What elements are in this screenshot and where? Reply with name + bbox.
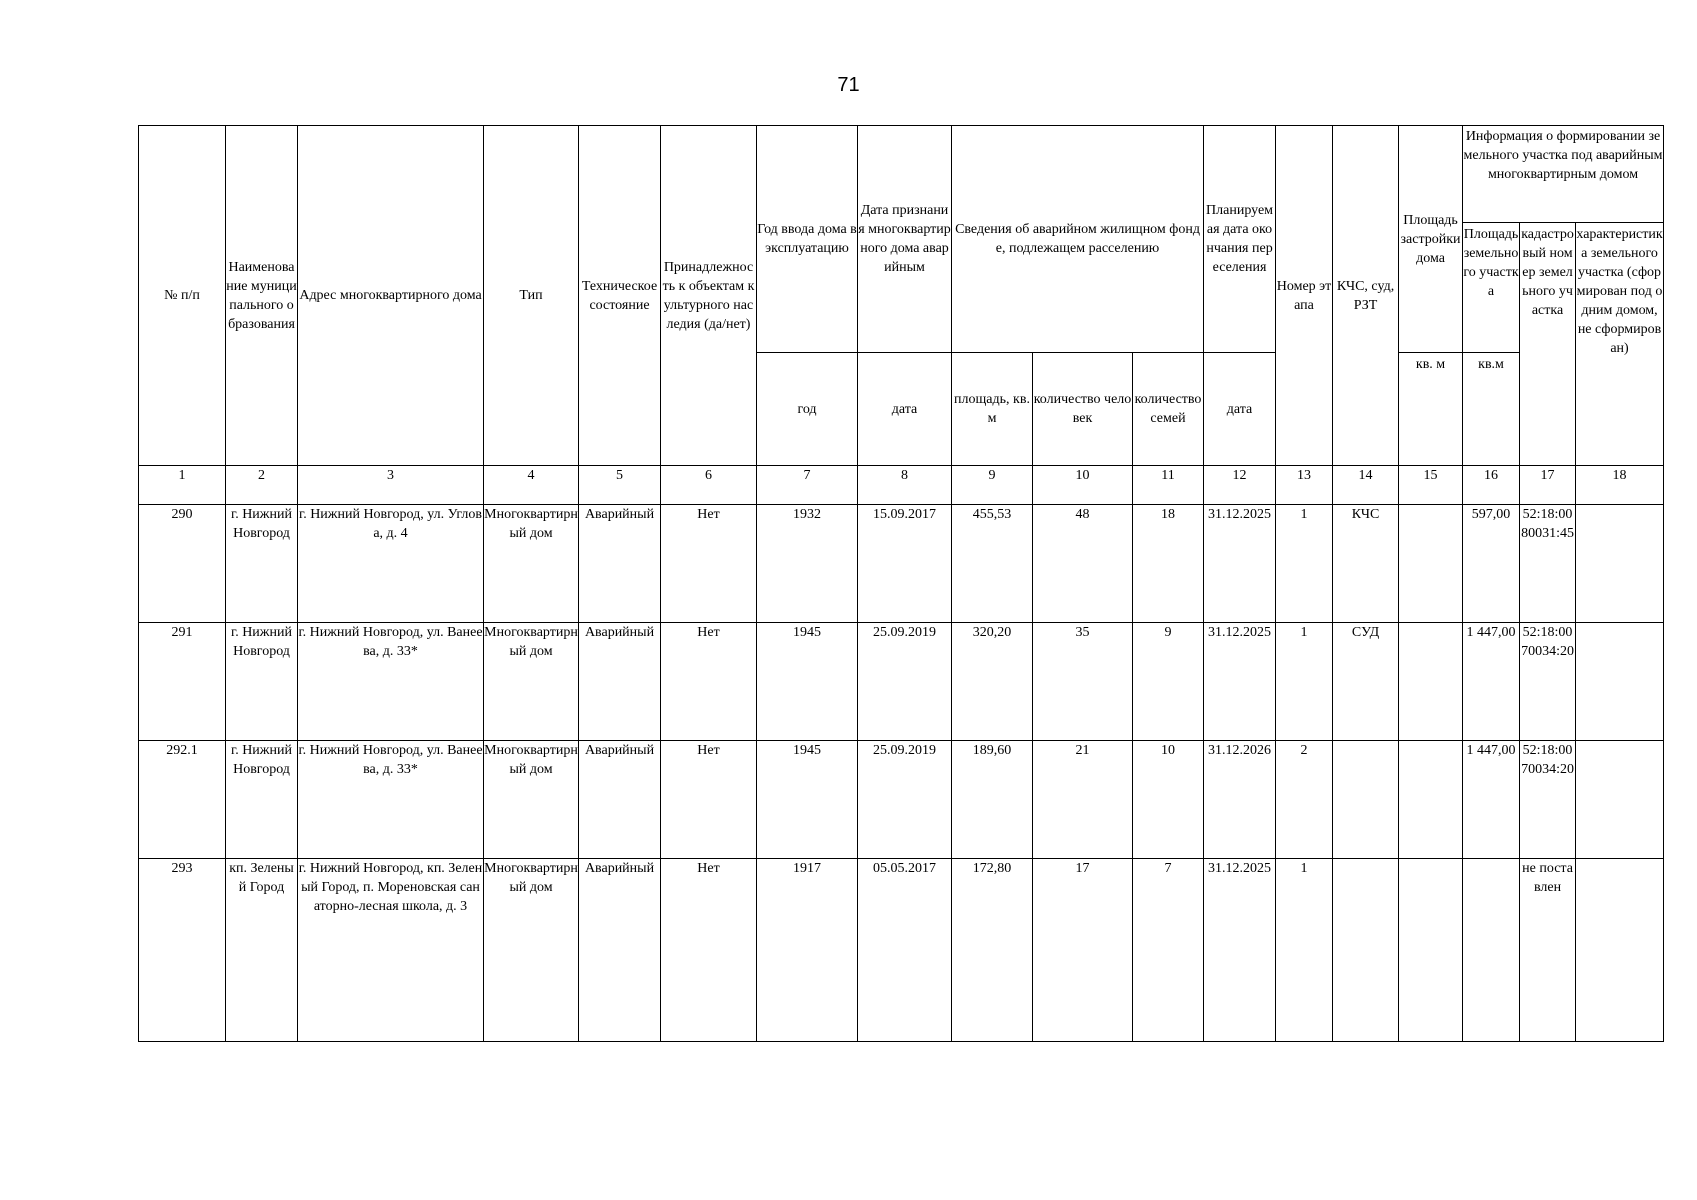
subheader-date: дата <box>858 353 952 466</box>
subheader-land-area-unit: кв.м <box>1463 353 1520 466</box>
technical-state-cell: Аварийный <box>579 859 661 1042</box>
table-row <box>139 859 1664 1042</box>
column-number-cell: 10 <box>1033 466 1133 505</box>
header-number: № п/п <box>139 126 226 466</box>
building-type-cell: Многоквартирный дом <box>484 741 579 859</box>
municipality-cell: г. Нижний Новгород <box>226 505 298 623</box>
header-heritage: Принадлежность к объектам культурного наследия (да/нет) <box>661 126 757 466</box>
header-commission-year: Год ввода дома в эксплуатацию <box>757 126 858 353</box>
row-number-cell: 292.1 <box>139 741 226 859</box>
building-area-cell <box>1399 623 1463 741</box>
planned-end-date-cell: 31.12.2026 <box>1204 741 1276 859</box>
planned-end-date-cell: 31.12.2025 <box>1204 859 1276 1042</box>
cadastral-number-cell: 52:18:0070034:20 <box>1520 741 1576 859</box>
land-characteristic-cell <box>1576 505 1664 623</box>
heritage-cell: Нет <box>661 741 757 859</box>
header-address: Адрес многоквартирного дома <box>298 126 484 466</box>
row-number-cell: 293 <box>139 859 226 1042</box>
heritage-cell: Нет <box>661 859 757 1042</box>
column-number-cell: 4 <box>484 466 579 505</box>
column-number-cell: 12 <box>1204 466 1276 505</box>
people-count-cell: 17 <box>1033 859 1133 1042</box>
building-type-cell: Многоквартирный дом <box>484 623 579 741</box>
commission-year-cell: 1932 <box>757 505 858 623</box>
recognition-date-cell: 25.09.2019 <box>858 623 952 741</box>
column-number-cell: 7 <box>757 466 858 505</box>
column-number-cell: 16 <box>1463 466 1520 505</box>
stage-number-cell: 1 <box>1276 505 1333 623</box>
subheader-year: год <box>757 353 858 466</box>
kchs-cell: СУД <box>1333 623 1399 741</box>
header-technical-state: Техническое состояние <box>579 126 661 466</box>
building-type-cell: Многоквартирный дом <box>484 859 579 1042</box>
family-count-cell: 10 <box>1133 741 1204 859</box>
column-number-cell: 17 <box>1520 466 1576 505</box>
land-characteristic-cell <box>1576 741 1664 859</box>
column-number-cell: 18 <box>1576 466 1664 505</box>
recognition-date-cell: 15.09.2017 <box>858 505 952 623</box>
subheader-families: количество семей <box>1133 353 1204 466</box>
technical-state-cell: Аварийный <box>579 741 661 859</box>
commission-year-cell: 1917 <box>757 859 858 1042</box>
header-recognition-date: Дата признания многоквартирного дома аварийным <box>858 126 952 353</box>
land-characteristic-cell <box>1576 859 1664 1042</box>
building-type-cell: Многоквартирный дом <box>484 505 579 623</box>
people-count-cell: 48 <box>1033 505 1133 623</box>
address-cell: г. Нижний Новгород, кп. Зеленый Город, п. Мореновская санаторно-лесная школа, д. 3 <box>298 859 484 1042</box>
land-area-cell: 1 447,00 <box>1463 623 1520 741</box>
family-count-cell: 7 <box>1133 859 1204 1042</box>
header-municipality: Наименование муниципального образования <box>226 126 298 466</box>
address-cell: г. Нижний Новгород, ул. Ванеева, д. 33* <box>298 623 484 741</box>
kchs-cell <box>1333 859 1399 1042</box>
stage-number-cell: 1 <box>1276 859 1333 1042</box>
land-area-cell <box>1463 859 1520 1042</box>
column-number-cell: 1 <box>139 466 226 505</box>
column-number-cell: 11 <box>1133 466 1204 505</box>
address-cell: г. Нижний Новгород, ул. Углова, д. 4 <box>298 505 484 623</box>
kchs-cell: КЧС <box>1333 505 1399 623</box>
building-area-cell <box>1399 505 1463 623</box>
subheader-building-area-unit: кв. м <box>1399 353 1463 466</box>
row-number-cell: 290 <box>139 505 226 623</box>
emergency-housing-table <box>138 125 1664 1042</box>
recognition-date-cell: 05.05.2017 <box>858 859 952 1042</box>
area-cell: 455,53 <box>952 505 1033 623</box>
area-cell: 189,60 <box>952 741 1033 859</box>
header-type: Тип <box>484 126 579 466</box>
building-area-cell <box>1399 741 1463 859</box>
family-count-cell: 9 <box>1133 623 1204 741</box>
people-count-cell: 35 <box>1033 623 1133 741</box>
cadastral-number-cell: 52:18:0080031:45 <box>1520 505 1576 623</box>
column-number-row <box>139 466 1664 505</box>
header-land-info: Информация о формировании земельного участка под аварийным многоквартирным домом <box>1463 126 1664 223</box>
column-number-cell: 6 <box>661 466 757 505</box>
area-cell: 320,20 <box>952 623 1033 741</box>
municipality-cell: г. Нижний Новгород <box>226 623 298 741</box>
header-stage-number: Номер этапа <box>1276 126 1333 466</box>
column-number-cell: 3 <box>298 466 484 505</box>
stage-number-cell: 2 <box>1276 741 1333 859</box>
land-characteristic-cell <box>1576 623 1664 741</box>
table-row <box>139 623 1664 741</box>
planned-end-date-cell: 31.12.2025 <box>1204 505 1276 623</box>
table-row <box>139 505 1664 623</box>
subheader-people: количество человек <box>1033 353 1133 466</box>
municipality-cell: г. Нижний Новгород <box>226 741 298 859</box>
people-count-cell: 21 <box>1033 741 1133 859</box>
header-kchs: КЧС, суд, РЗТ <box>1333 126 1399 466</box>
technical-state-cell: Аварийный <box>579 623 661 741</box>
header-emergency-fund: Сведения об аварийном жилищном фонде, подлежащем расселению <box>952 126 1204 353</box>
recognition-date-cell: 25.09.2019 <box>858 741 952 859</box>
building-area-cell <box>1399 859 1463 1042</box>
commission-year-cell: 1945 <box>757 741 858 859</box>
heritage-cell: Нет <box>661 505 757 623</box>
page-number: 71 <box>837 74 860 96</box>
land-area-cell: 597,00 <box>1463 505 1520 623</box>
column-number-cell: 2 <box>226 466 298 505</box>
header-planned-end-date: Планируемая дата окончания переселения <box>1204 126 1276 353</box>
municipality-cell: кп. Зеленый Город <box>226 859 298 1042</box>
land-area-cell: 1 447,00 <box>1463 741 1520 859</box>
table-row <box>139 741 1664 859</box>
header-building-area: Площадь застройки дома <box>1399 126 1463 353</box>
area-cell: 172,80 <box>952 859 1033 1042</box>
heritage-cell: Нет <box>661 623 757 741</box>
stage-number-cell: 1 <box>1276 623 1333 741</box>
column-number-cell: 15 <box>1399 466 1463 505</box>
subheader-area: площадь, кв.м <box>952 353 1033 466</box>
commission-year-cell: 1945 <box>757 623 858 741</box>
column-number-cell: 9 <box>952 466 1033 505</box>
header-cadastral: кадастровый номер земельного участка <box>1520 223 1576 466</box>
technical-state-cell: Аварийный <box>579 505 661 623</box>
header-land-area: Площадь земельного участка <box>1463 223 1520 353</box>
column-number-cell: 8 <box>858 466 952 505</box>
planned-end-date-cell: 31.12.2025 <box>1204 623 1276 741</box>
kchs-cell <box>1333 741 1399 859</box>
header-land-characteristic: характеристика земельного участка (сформирован под одним домом, не сформирован) <box>1576 223 1664 466</box>
column-number-cell: 14 <box>1333 466 1399 505</box>
row-number-cell: 291 <box>139 623 226 741</box>
cadastral-number-cell: не поставлен <box>1520 859 1576 1042</box>
column-number-cell: 13 <box>1276 466 1333 505</box>
subheader-end-date: дата <box>1204 353 1276 466</box>
family-count-cell: 18 <box>1133 505 1204 623</box>
column-number-cell: 5 <box>579 466 661 505</box>
address-cell: г. Нижний Новгород, ул. Ванеева, д. 33* <box>298 741 484 859</box>
cadastral-number-cell: 52:18:0070034:20 <box>1520 623 1576 741</box>
